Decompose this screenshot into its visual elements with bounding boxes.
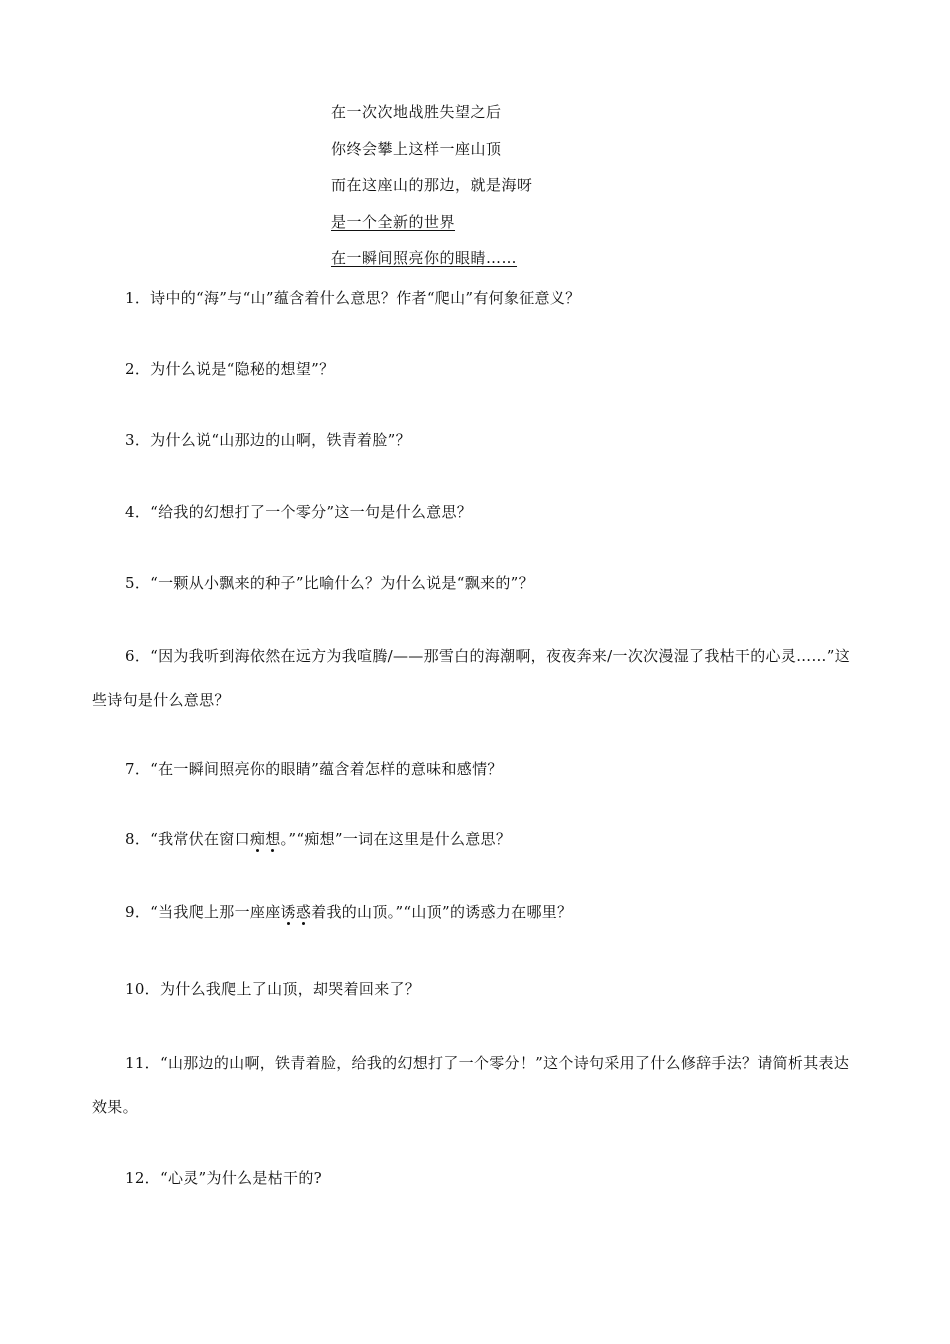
question-6: 6．“因为我听到海依然在远方为我喧腾/——那雪白的海潮啊，夜夜奔来/一次次漫湿了我枯干的心灵……”这些诗句是什么意思？: [92, 647, 850, 709]
question-9-before: 9．“当我爬上那一座座: [125, 903, 281, 921]
question-1: 1．诗中的“海”与“山”蕴含着什么意思？作者“爬山”有何象征意义？: [125, 289, 581, 307]
question-8-after: 。”“痴想”一词在这里是什么意思？: [280, 830, 512, 848]
emphasis-char: 想: [265, 830, 281, 848]
question-5: 5．“一颗从小飘来的种子”比喻什么？为什么说是“飘来的”？: [125, 574, 534, 592]
question-8-emphasized-word: [250, 830, 281, 848]
question-9: [92, 890, 862, 934]
poem-line-4: 是一个全新的世界: [331, 212, 456, 231]
question-9-emphasized-word: [281, 903, 312, 921]
poem-line-5: 在一瞬间照亮你的眼睛……: [331, 249, 518, 267]
question-4: 4．“给我的幻想打了一个零分”这一句是什么意思？: [125, 503, 473, 521]
question-12: 12．“心灵”为什么是枯干的?: [125, 1169, 322, 1187]
question-9-after: 着我的山顶。”“山顶”的诱惑力在哪里？: [311, 903, 573, 921]
question-3: 3．为什么说“山那边的山啊，铁青着脸”？: [125, 431, 411, 449]
poem-line-1: 在一次次地战胜失望之后: [331, 103, 502, 121]
poem-line-2: 你终会攀上这样一座山顶: [331, 139, 502, 158]
emphasis-char: 诱: [280, 903, 296, 921]
poem-line-3: 而在这座山的那边，就是海呀: [331, 176, 533, 194]
question-11: 11．“山那边的山啊，铁青着脸，给我的幻想打了一个零分！”这个诗句采用了什么修辞手法？请简析其表达效果。: [92, 1054, 850, 1116]
question-7: 7．“在一瞬间照亮你的眼睛”蕴含着怎样的意味和感情？: [125, 760, 503, 778]
emphasis-char: 惑: [295, 903, 312, 921]
question-2: 2．为什么说是“隐秘的想望”？: [125, 360, 335, 378]
question-8: [92, 817, 862, 861]
poem-excerpt: [331, 100, 533, 283]
question-10: 10．为什么我爬上了山顶，却哭着回来了？: [125, 980, 421, 998]
question-8-before: 8．“我常伏在窗口: [125, 830, 250, 848]
emphasis-char: 痴: [249, 830, 266, 848]
